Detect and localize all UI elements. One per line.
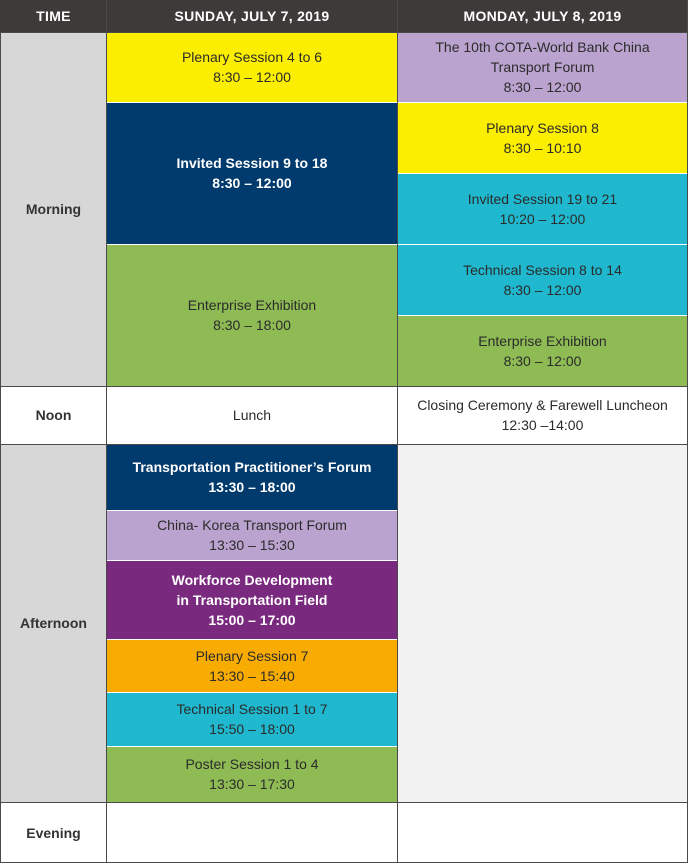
header-time — [0, 0, 107, 32]
sun-invited-9-18 — [107, 102, 397, 244]
time-noon — [0, 386, 107, 444]
session-title-line2: in Transportation Field — [176, 591, 328, 608]
session-title: Invited Session 19 to 21 — [467, 190, 618, 207]
time-evening — [0, 802, 107, 863]
session-title: Closing Ceremony & Farewell Luncheon — [417, 397, 668, 413]
session-title: Transportation Practitioner’s Forum — [132, 459, 372, 475]
session-title: Lunch — [232, 407, 272, 423]
session-title-line2: Transport Forum — [490, 59, 595, 75]
header-monday — [397, 0, 688, 32]
sep-sun-7 — [107, 746, 397, 747]
sun-poster-1-4 — [107, 746, 397, 802]
session-title: Technical Session 1 to 7 — [176, 701, 328, 717]
sep-sun-4 — [107, 560, 397, 561]
session-title-line1: Workforce Development — [171, 571, 333, 588]
session-time: 10:20 – 12:00 — [499, 210, 586, 227]
sun-technical-1-7 — [107, 692, 397, 746]
session-time: 12:30 –14:00 — [501, 417, 584, 433]
session-title: China- Korea Transport Forum — [157, 517, 347, 533]
grid-line-noon-top — [0, 386, 688, 387]
time-morning-label: Morning — [25, 201, 82, 217]
sun-plenary-7 — [107, 639, 397, 692]
sun-china-korea-forum — [107, 510, 397, 560]
mon-closing-ceremony — [397, 386, 688, 444]
mon-plenary-8 — [397, 102, 688, 173]
session-title: Enterprise Exhibition — [187, 297, 317, 313]
sep-sun-3 — [107, 510, 397, 511]
session-time: 13:30 – 18:00 — [208, 479, 296, 495]
grid-line-evening-top — [0, 802, 688, 803]
session-title: Plenary Session 4 to 6 — [181, 49, 323, 65]
header-monday-label: MONDAY, JULY 8, 2019 — [463, 8, 622, 24]
session-title: Plenary Session 8 — [486, 119, 599, 136]
mon-afternoon-empty — [397, 444, 688, 802]
time-afternoon-label: Afternoon — [20, 615, 87, 631]
session-time: 15:00 – 17:00 — [208, 611, 296, 628]
grid-line-noon-bottom — [0, 444, 688, 445]
header-time-label: TIME — [36, 8, 71, 24]
header-sunday-label: SUNDAY, JULY 7, 2019 — [174, 8, 330, 24]
sun-evening-empty — [107, 802, 397, 863]
session-title-line1: The 10th COTA-World Bank China — [435, 39, 650, 55]
session-time: 13:30 – 15:40 — [209, 667, 295, 684]
session-time: 8:30 – 12:00 — [503, 79, 582, 95]
sep-mon-4 — [398, 315, 687, 316]
mon-invited-19-21 — [397, 173, 688, 244]
session-title: Technical Session 8 to 14 — [463, 261, 622, 278]
sun-workforce-development — [107, 560, 397, 639]
sep-mon-2 — [398, 173, 687, 174]
sep-sun-2 — [107, 244, 397, 245]
header-sunday — [107, 0, 397, 32]
session-title: Poster Session 1 to 4 — [185, 756, 319, 772]
time-morning — [0, 32, 107, 386]
session-time: 8:30 – 12:00 — [503, 281, 582, 298]
session-time: 8:30 – 10:10 — [503, 139, 582, 156]
sun-plenary-4-6 — [107, 32, 397, 102]
session-title: Plenary Session 7 — [195, 647, 309, 664]
session-time: 13:30 – 15:30 — [209, 537, 295, 553]
time-noon-label: Noon — [35, 407, 72, 423]
session-title: Invited Session 9 to 18 — [176, 155, 328, 171]
sun-enterprise-exhibition — [107, 244, 397, 386]
sun-practitioners-forum — [107, 444, 397, 510]
sun-lunch — [107, 386, 397, 444]
session-title: Enterprise Exhibition — [478, 332, 607, 349]
grid-line-header — [0, 32, 688, 33]
sep-sun-6 — [107, 692, 397, 693]
sep-mon-3 — [398, 244, 687, 245]
session-time: 8:30 – 18:00 — [213, 317, 291, 333]
session-time: 8:30 – 12:00 — [213, 69, 291, 85]
sep-sun-5 — [107, 639, 397, 640]
time-afternoon — [0, 444, 107, 802]
mon-enterprise-exhibition — [397, 315, 688, 386]
grid-line-vertical-time — [106, 0, 107, 863]
session-time: 8:30 – 12:00 — [212, 175, 292, 191]
time-evening-label: Evening — [26, 824, 81, 841]
sep-mon-1 — [398, 102, 687, 103]
grid-line-vertical-days — [397, 0, 398, 863]
session-time: 15:50 – 18:00 — [209, 721, 295, 737]
mon-cota-worldbank-forum — [397, 32, 688, 102]
session-time: 8:30 – 12:00 — [503, 352, 582, 369]
mon-technical-8-14 — [397, 244, 688, 315]
grid-line-vertical-left — [0, 32, 1, 863]
sep-sun-1 — [107, 102, 397, 103]
mon-evening-empty — [397, 802, 688, 863]
session-time: 13:30 – 17:30 — [209, 776, 295, 792]
